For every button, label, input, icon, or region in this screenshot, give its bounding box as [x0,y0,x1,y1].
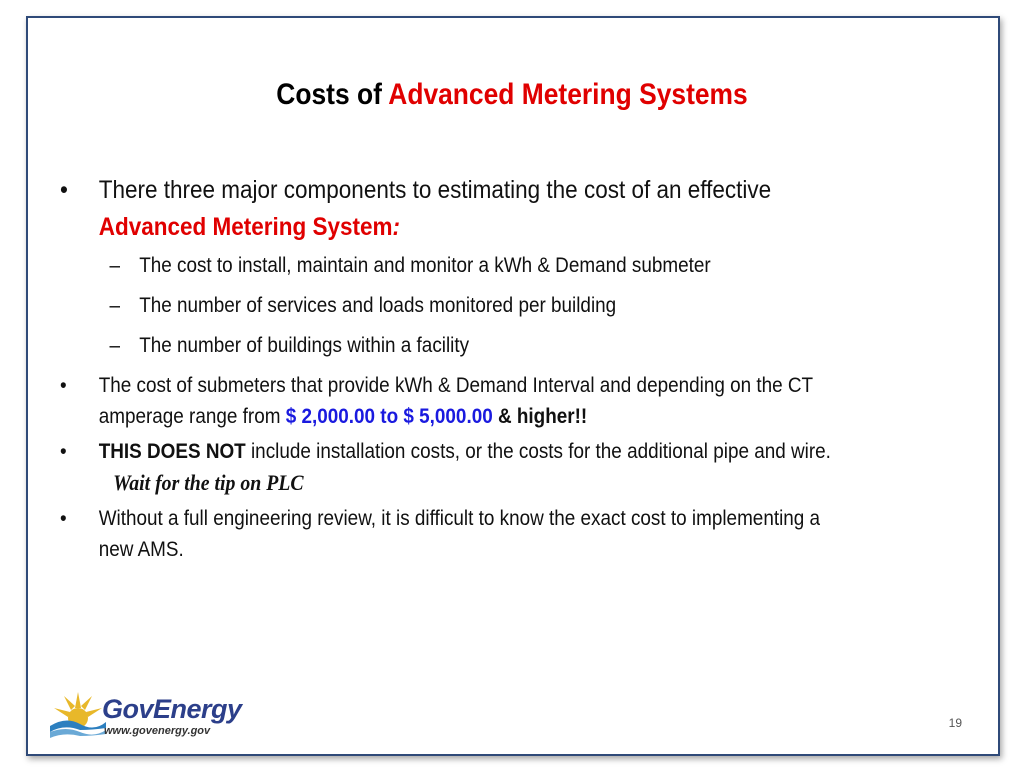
logo-name: GovEnergy [102,694,242,724]
bullet-installation [60,436,852,499]
sub-bullet [60,330,852,361]
bullet-colon: : [392,213,401,241]
title-accent: Advanced Metering Systems [388,78,748,111]
bullet-text: There three major components to estimating the cost of an effective [98,176,772,204]
sub-bullet-text: The cost to install, maintain and monitor a kWh & Demand submeter [139,254,711,277]
bullet-text: Without a full engineering review, it is difficult to know the exact cost to implementing a new AMS. [98,507,821,561]
page-number: 19 [948,716,962,730]
cost-range: $ 2,000.00 to $ 5,000.00 [285,405,493,428]
dash-icon: – [109,334,121,357]
sub-bullet-text: The number of buildings within a facility [139,334,470,357]
bullet-text: include installation costs, or the costs for the additional pipe and wire. [250,440,831,463]
sun-wave-icon [48,688,108,740]
sub-bullet [60,290,852,321]
bullet-submeter-cost [60,370,852,432]
logo-url: www.govenergy.gov [104,725,211,737]
bullet-bold: THIS DOES NOT [98,440,246,463]
plc-tip: Wait for the tip on PLC [113,470,304,495]
bullet-text: The cost of submeters that provide kWh & Demand Interval and depending on the CT amperage range from [98,374,813,428]
sub-bullet-text: The number of services and loads monitored per building [139,294,617,317]
cost-suffix: & higher!! [497,405,588,428]
govenergy-logo [48,688,278,740]
sub-bullet [60,250,852,281]
bullet-engineering-review [60,503,852,565]
bullet-icon: • [60,440,67,463]
bullet-icon: • [60,507,67,530]
slide-title [61,78,962,112]
bullet-highlight: Advanced Metering System [98,213,393,241]
dash-icon: – [109,254,121,277]
bullet-components [60,172,852,246]
bullet-icon: • [60,176,68,204]
bullet-icon: • [60,374,67,397]
slide-content [60,172,852,569]
dash-icon: – [109,294,121,317]
title-prefix: Costs of [276,78,382,111]
